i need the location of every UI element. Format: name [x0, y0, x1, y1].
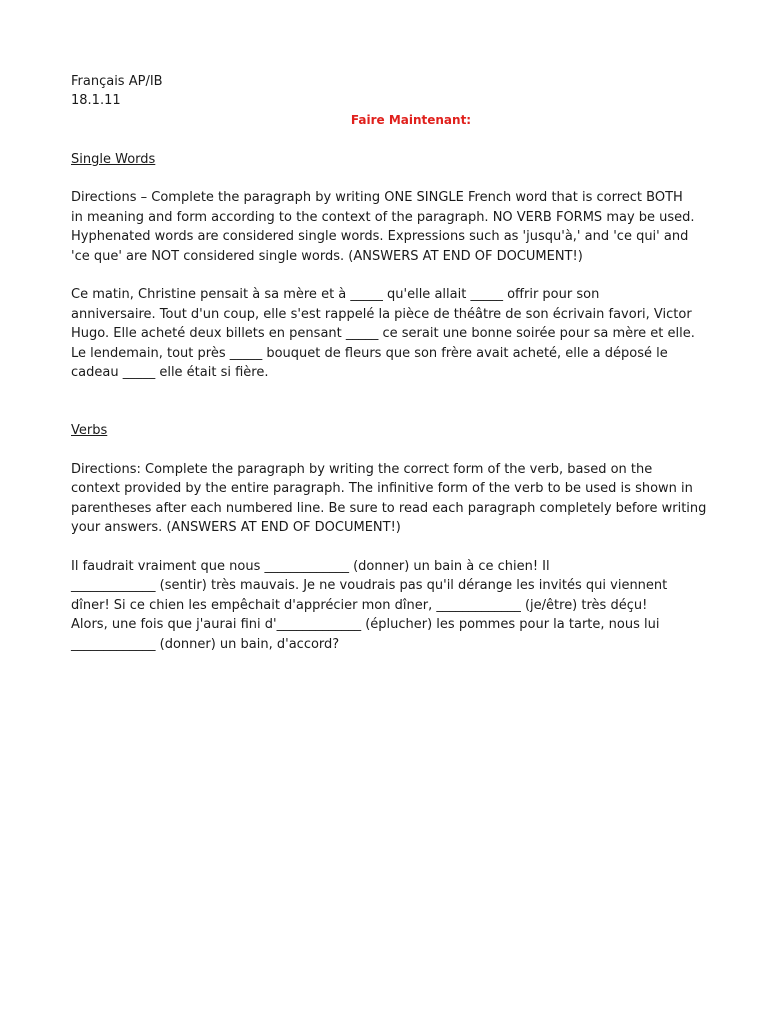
paragraph-line: _____________ (donner) un bain, d'accord?: [71, 636, 340, 652]
paragraph-line: cadeau _____ elle était si fière.: [71, 365, 269, 381]
directions-line: Hyphenated words are considered single words. Expressions such as 'jusqu'à,' and 'ce qui' and: [71, 229, 689, 245]
directions-line: Directions – Complete the paragraph by writing ONE SINGLE French word that is correct BOTH: [71, 190, 683, 206]
directions-line: parentheses after each numbered line. Be sure to read each paragraph completely before writing: [71, 500, 707, 516]
verbs-directions: [71, 460, 711, 538]
section-heading-verbs: Verbs: [71, 423, 108, 439]
paragraph-line: dîner! Si ce chien les empêchait d'apprécier mon dîner, _____________ (je/être) très déçu!: [71, 597, 648, 613]
directions-line: your answers. (ANSWERS AT END OF DOCUMENT!): [71, 520, 401, 536]
single-words-directions: [71, 188, 711, 266]
directions-line: Directions: Complete the paragraph by writing the correct form of the verb, based on the: [71, 462, 653, 478]
directions-line: 'ce que' are NOT considered single words. (ANSWERS AT END OF DOCUMENT!): [71, 248, 583, 264]
document-date: 18.1.11: [71, 93, 121, 109]
paragraph-line: Il faudrait vraiment que nous _____________ (donner) un bain à ce chien! Il: [71, 559, 550, 575]
section-heading-single-words: Single Words: [71, 151, 156, 167]
paragraph-line: Le lendemain, tout près _____ bouquet de fleurs que son frère avait acheté, elle a déposé le: [71, 345, 668, 361]
paragraph-line: Ce matin, Christine pensait à sa mère et à _____ qu'elle allait _____ offrir pour son: [71, 287, 600, 303]
single-words-paragraph: [71, 285, 711, 382]
paragraph-line: anniversaire. Tout d'un coup, elle s'est rappelé la pièce de théâtre de son écrivain favori, Victor: [71, 306, 692, 322]
paragraph-line: Alors, une fois que j'aurai fini d'_____________ (éplucher) les pommes pour la tarte, nous lui: [71, 617, 660, 633]
verbs-paragraph: [71, 557, 711, 654]
paragraph-line: _____________ (sentir) très mauvais. Je ne voudrais pas qu'il dérange les invités qui viennent: [71, 578, 668, 594]
directions-line: context provided by the entire paragraph. The infinitive form of the verb to be used is shown in: [71, 481, 693, 497]
course-label: Français AP/IB: [71, 74, 163, 89]
document-title: Faire Maintenant:: [350, 112, 472, 127]
directions-line: in meaning and form according to the context of the paragraph. NO VERB FORMS may be used.: [71, 209, 695, 225]
paragraph-line: Hugo. Elle acheté deux billets en pensant _____ ce serait une bonne soirée pour sa mère et elle.: [71, 326, 695, 342]
document-body: [71, 72, 711, 654]
